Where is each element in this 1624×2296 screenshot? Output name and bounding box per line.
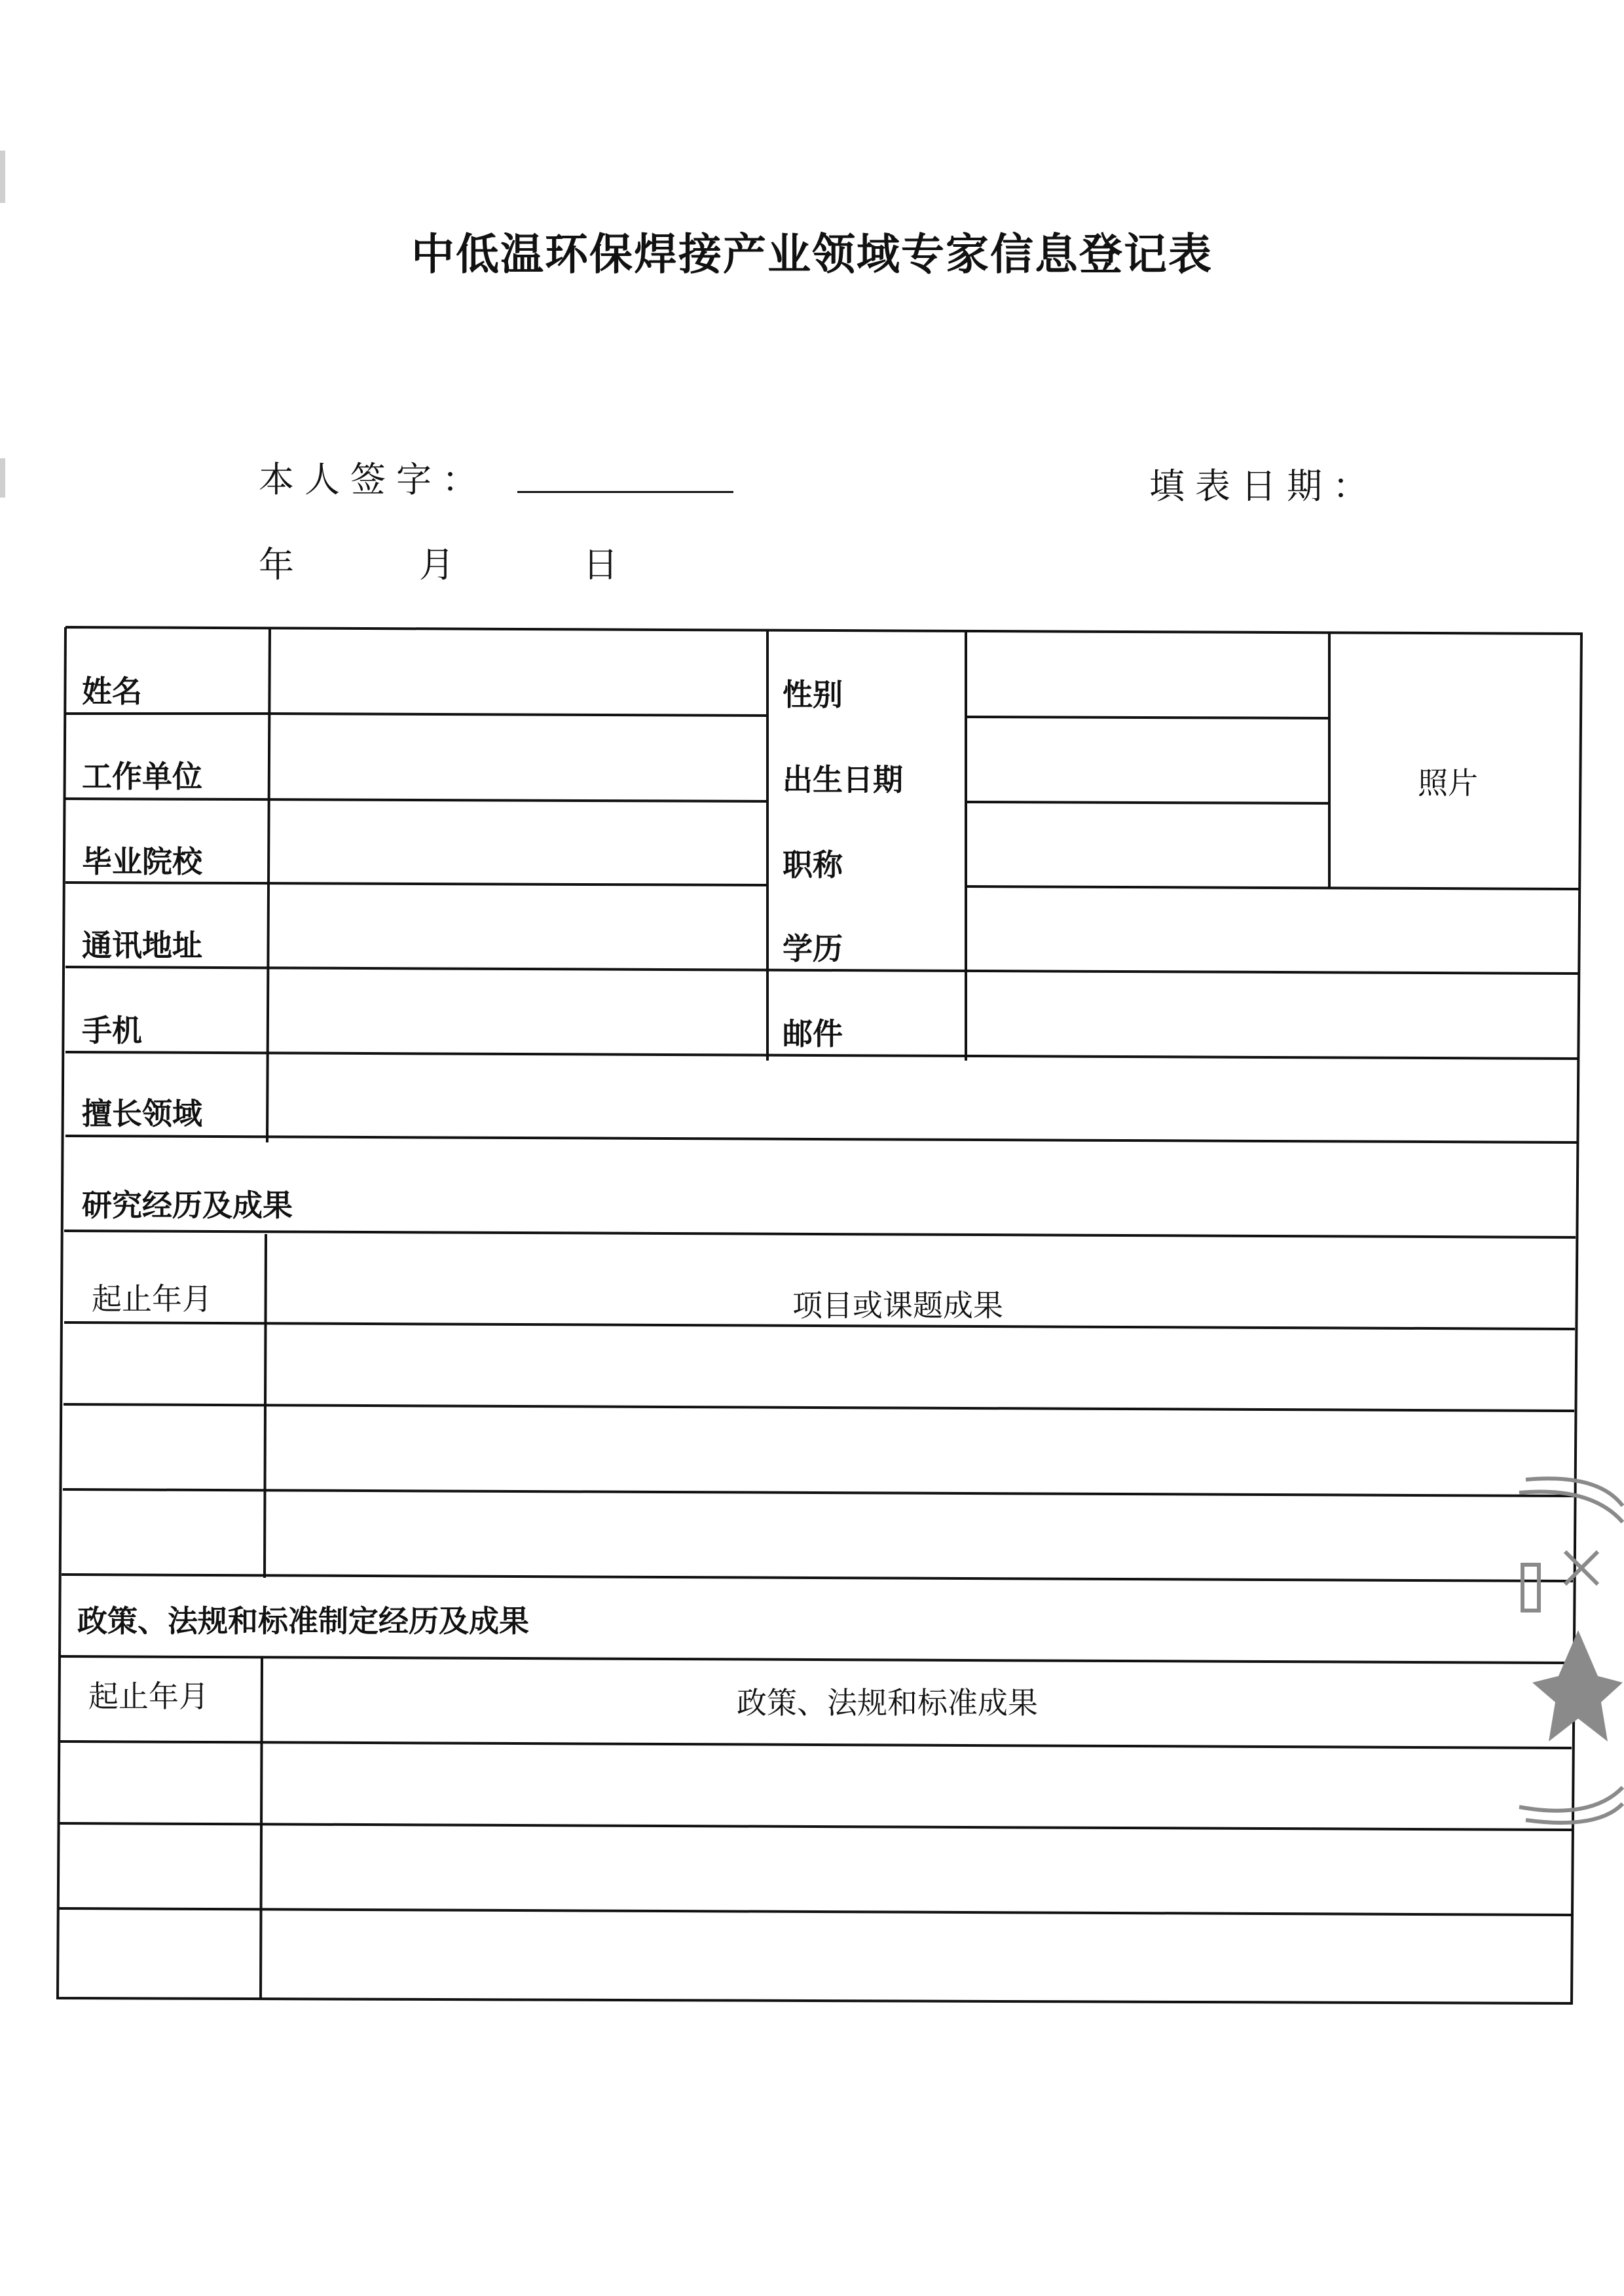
seal-stamp [1500,1467,1624,1833]
signature-label: 本人签字： [259,459,488,500]
page-title: 中低温环保焊接产业领域专家信息登记表 [411,229,1213,280]
policy-period-cell[interactable] [62,1918,257,1994]
label-gender: 性别 [783,677,843,712]
research-result-cell[interactable] [269,1415,1572,1489]
employer-field[interactable] [272,718,764,796]
label-title: 职称 [783,847,843,883]
label-employer: 工作单位 [82,759,202,794]
research-col-result: 项目或课题成果 [792,1288,1003,1323]
label-email: 邮件 [783,1016,843,1051]
label-name: 姓名 [82,674,142,709]
label-expertise: 擅长领域 [82,1096,202,1131]
policy-result-cell[interactable] [264,1834,1568,1906]
policy-col-result: 政策、法规和标准成果 [737,1685,1038,1721]
policy-period-cell[interactable] [63,1749,258,1821]
policy-result-cell[interactable] [263,1920,1568,1995]
date-day: 日 [583,544,629,585]
date-month: 月 [419,544,465,585]
expertise-field[interactable] [271,1057,1574,1134]
school-field[interactable] [272,803,764,881]
photo-box-label: 照片 [1418,765,1478,801]
research-section-heading: 研究经历及成果 [82,1188,293,1223]
mobile-field[interactable] [272,972,764,1049]
name-field[interactable] [272,632,764,710]
title-field[interactable] [969,805,1326,884]
email-field[interactable] [969,975,1575,1054]
label-school: 毕业院校 [82,844,202,879]
label-mobile: 手机 [82,1013,142,1048]
education-field[interactable] [969,890,1575,969]
research-period-cell[interactable] [67,1414,263,1487]
research-result-cell[interactable] [270,1330,1573,1404]
label-birth-date: 出生日期 [783,762,903,797]
label-education: 学历 [783,931,843,966]
label-address: 通讯地址 [82,928,202,963]
date-year: 年 [259,544,304,585]
fill-date-label: 填表日期： [1149,465,1378,507]
photo-box[interactable] [1333,635,1575,884]
address-field[interactable] [272,887,764,964]
policy-col-period: 起止年月 [88,1679,209,1714]
policy-period-cell[interactable] [62,1833,257,1905]
research-period-cell[interactable] [68,1329,263,1402]
policy-result-cell[interactable] [265,1751,1569,1823]
research-result-cell[interactable] [268,1501,1572,1574]
research-col-period: 起止年月 [92,1281,212,1317]
birth-date-field[interactable] [969,720,1326,799]
policy-section-heading: 政策、法规和标准制定经历及成果 [77,1603,529,1639]
gender-field[interactable] [969,634,1326,714]
research-period-cell[interactable] [67,1499,262,1573]
